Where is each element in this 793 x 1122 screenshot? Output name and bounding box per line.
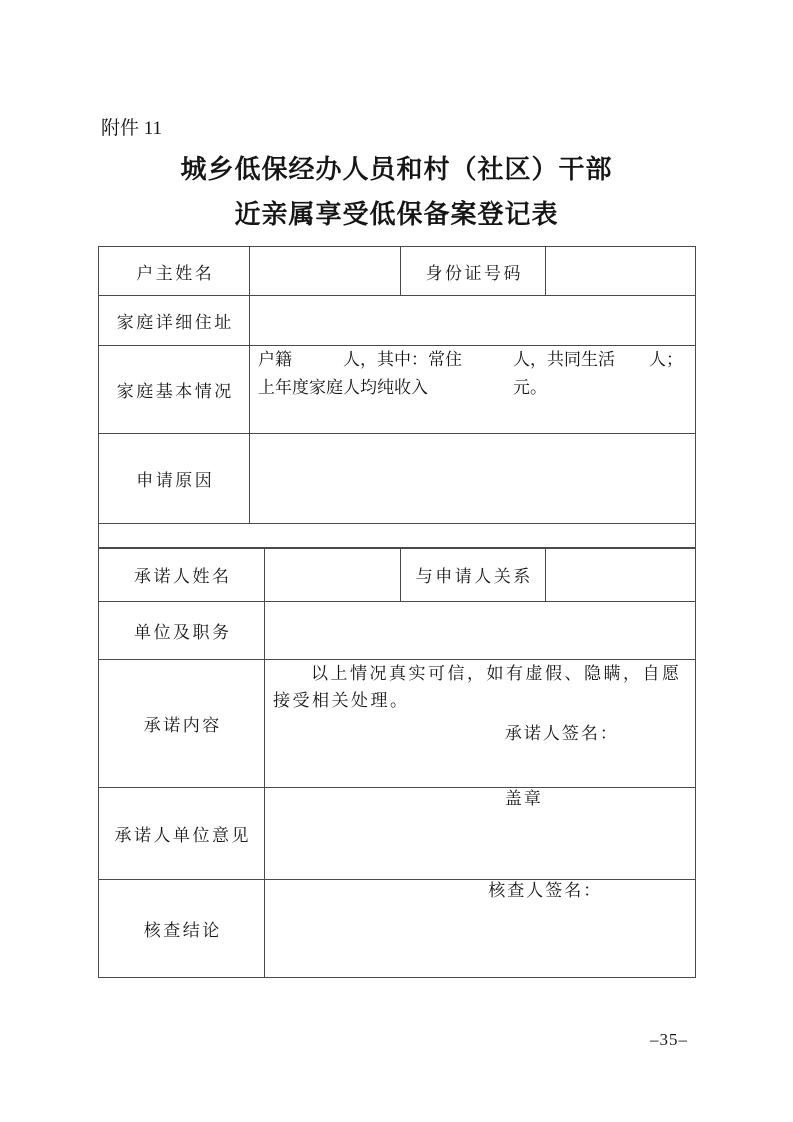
address-cell bbox=[250, 296, 696, 346]
row-verify-conclusion bbox=[99, 880, 696, 978]
row-address bbox=[99, 296, 696, 346]
row-unit-opinion bbox=[99, 788, 696, 880]
promise-content-cell bbox=[265, 660, 696, 788]
row-householder bbox=[99, 247, 696, 296]
attachment-number-label: 附件 11 bbox=[101, 118, 163, 139]
promise-text-line-1: 以上情况真实可信，如有虚假、隐瞒，自愿 bbox=[311, 664, 682, 683]
row-promiser bbox=[99, 548, 696, 602]
verifier-signature-label: 核查人签名： bbox=[488, 881, 603, 900]
promiser-name-cell bbox=[265, 548, 401, 602]
unit-opinion-cell bbox=[265, 788, 696, 880]
document-title bbox=[0, 147, 793, 237]
promise-text-line-2: 接受相关处理。 bbox=[273, 691, 410, 710]
id-number-label: 身份证号码 bbox=[401, 247, 546, 296]
title-line-2: 近亲属享受低保备案登记表 bbox=[234, 200, 559, 229]
unit-position-cell bbox=[265, 602, 696, 660]
verify-conclusion-cell bbox=[265, 880, 696, 978]
family-info-line-1: 户籍 人，其中：常住 人，共同生活 人； bbox=[258, 350, 683, 369]
verify-conclusion-label: 核查结论 bbox=[99, 880, 265, 978]
apply-reason-label: 申请原因 bbox=[99, 434, 250, 524]
promise-content-label: 承诺内容 bbox=[99, 660, 265, 788]
stamp-label: 盖章 bbox=[504, 789, 543, 808]
family-info-cell bbox=[250, 346, 696, 434]
unit-position-label: 单位及职务 bbox=[99, 602, 265, 660]
title-line-1: 城乡低保经办人员和村（社区）干部 bbox=[180, 155, 613, 184]
unit-opinion-label: 承诺人单位意见 bbox=[99, 788, 265, 880]
row-unit-position bbox=[99, 602, 696, 660]
apply-reason-cell bbox=[250, 434, 696, 524]
page-number: –35– bbox=[650, 1030, 688, 1049]
householder-name-label: 户主姓名 bbox=[99, 247, 250, 296]
id-number-cell bbox=[546, 247, 696, 296]
row-apply-reason bbox=[99, 434, 696, 524]
applicant-relation-cell bbox=[546, 548, 696, 602]
separator-row bbox=[99, 524, 696, 549]
form-table-promiser-section bbox=[98, 547, 696, 978]
row-family-info bbox=[99, 346, 696, 434]
family-info-line-2: 上年度家庭人均纯收入 元。 bbox=[258, 378, 547, 397]
promiser-name-label: 承诺人姓名 bbox=[99, 548, 265, 602]
address-label: 家庭详细住址 bbox=[99, 296, 250, 346]
row-promise-content bbox=[99, 660, 696, 788]
form-table-applicant-section bbox=[98, 246, 696, 549]
family-info-label: 家庭基本情况 bbox=[99, 346, 250, 434]
applicant-relation-label: 与申请人关系 bbox=[401, 548, 546, 602]
promiser-signature-label: 承诺人签名： bbox=[504, 724, 619, 743]
separator-cell bbox=[99, 524, 696, 549]
householder-name-cell bbox=[250, 247, 401, 296]
